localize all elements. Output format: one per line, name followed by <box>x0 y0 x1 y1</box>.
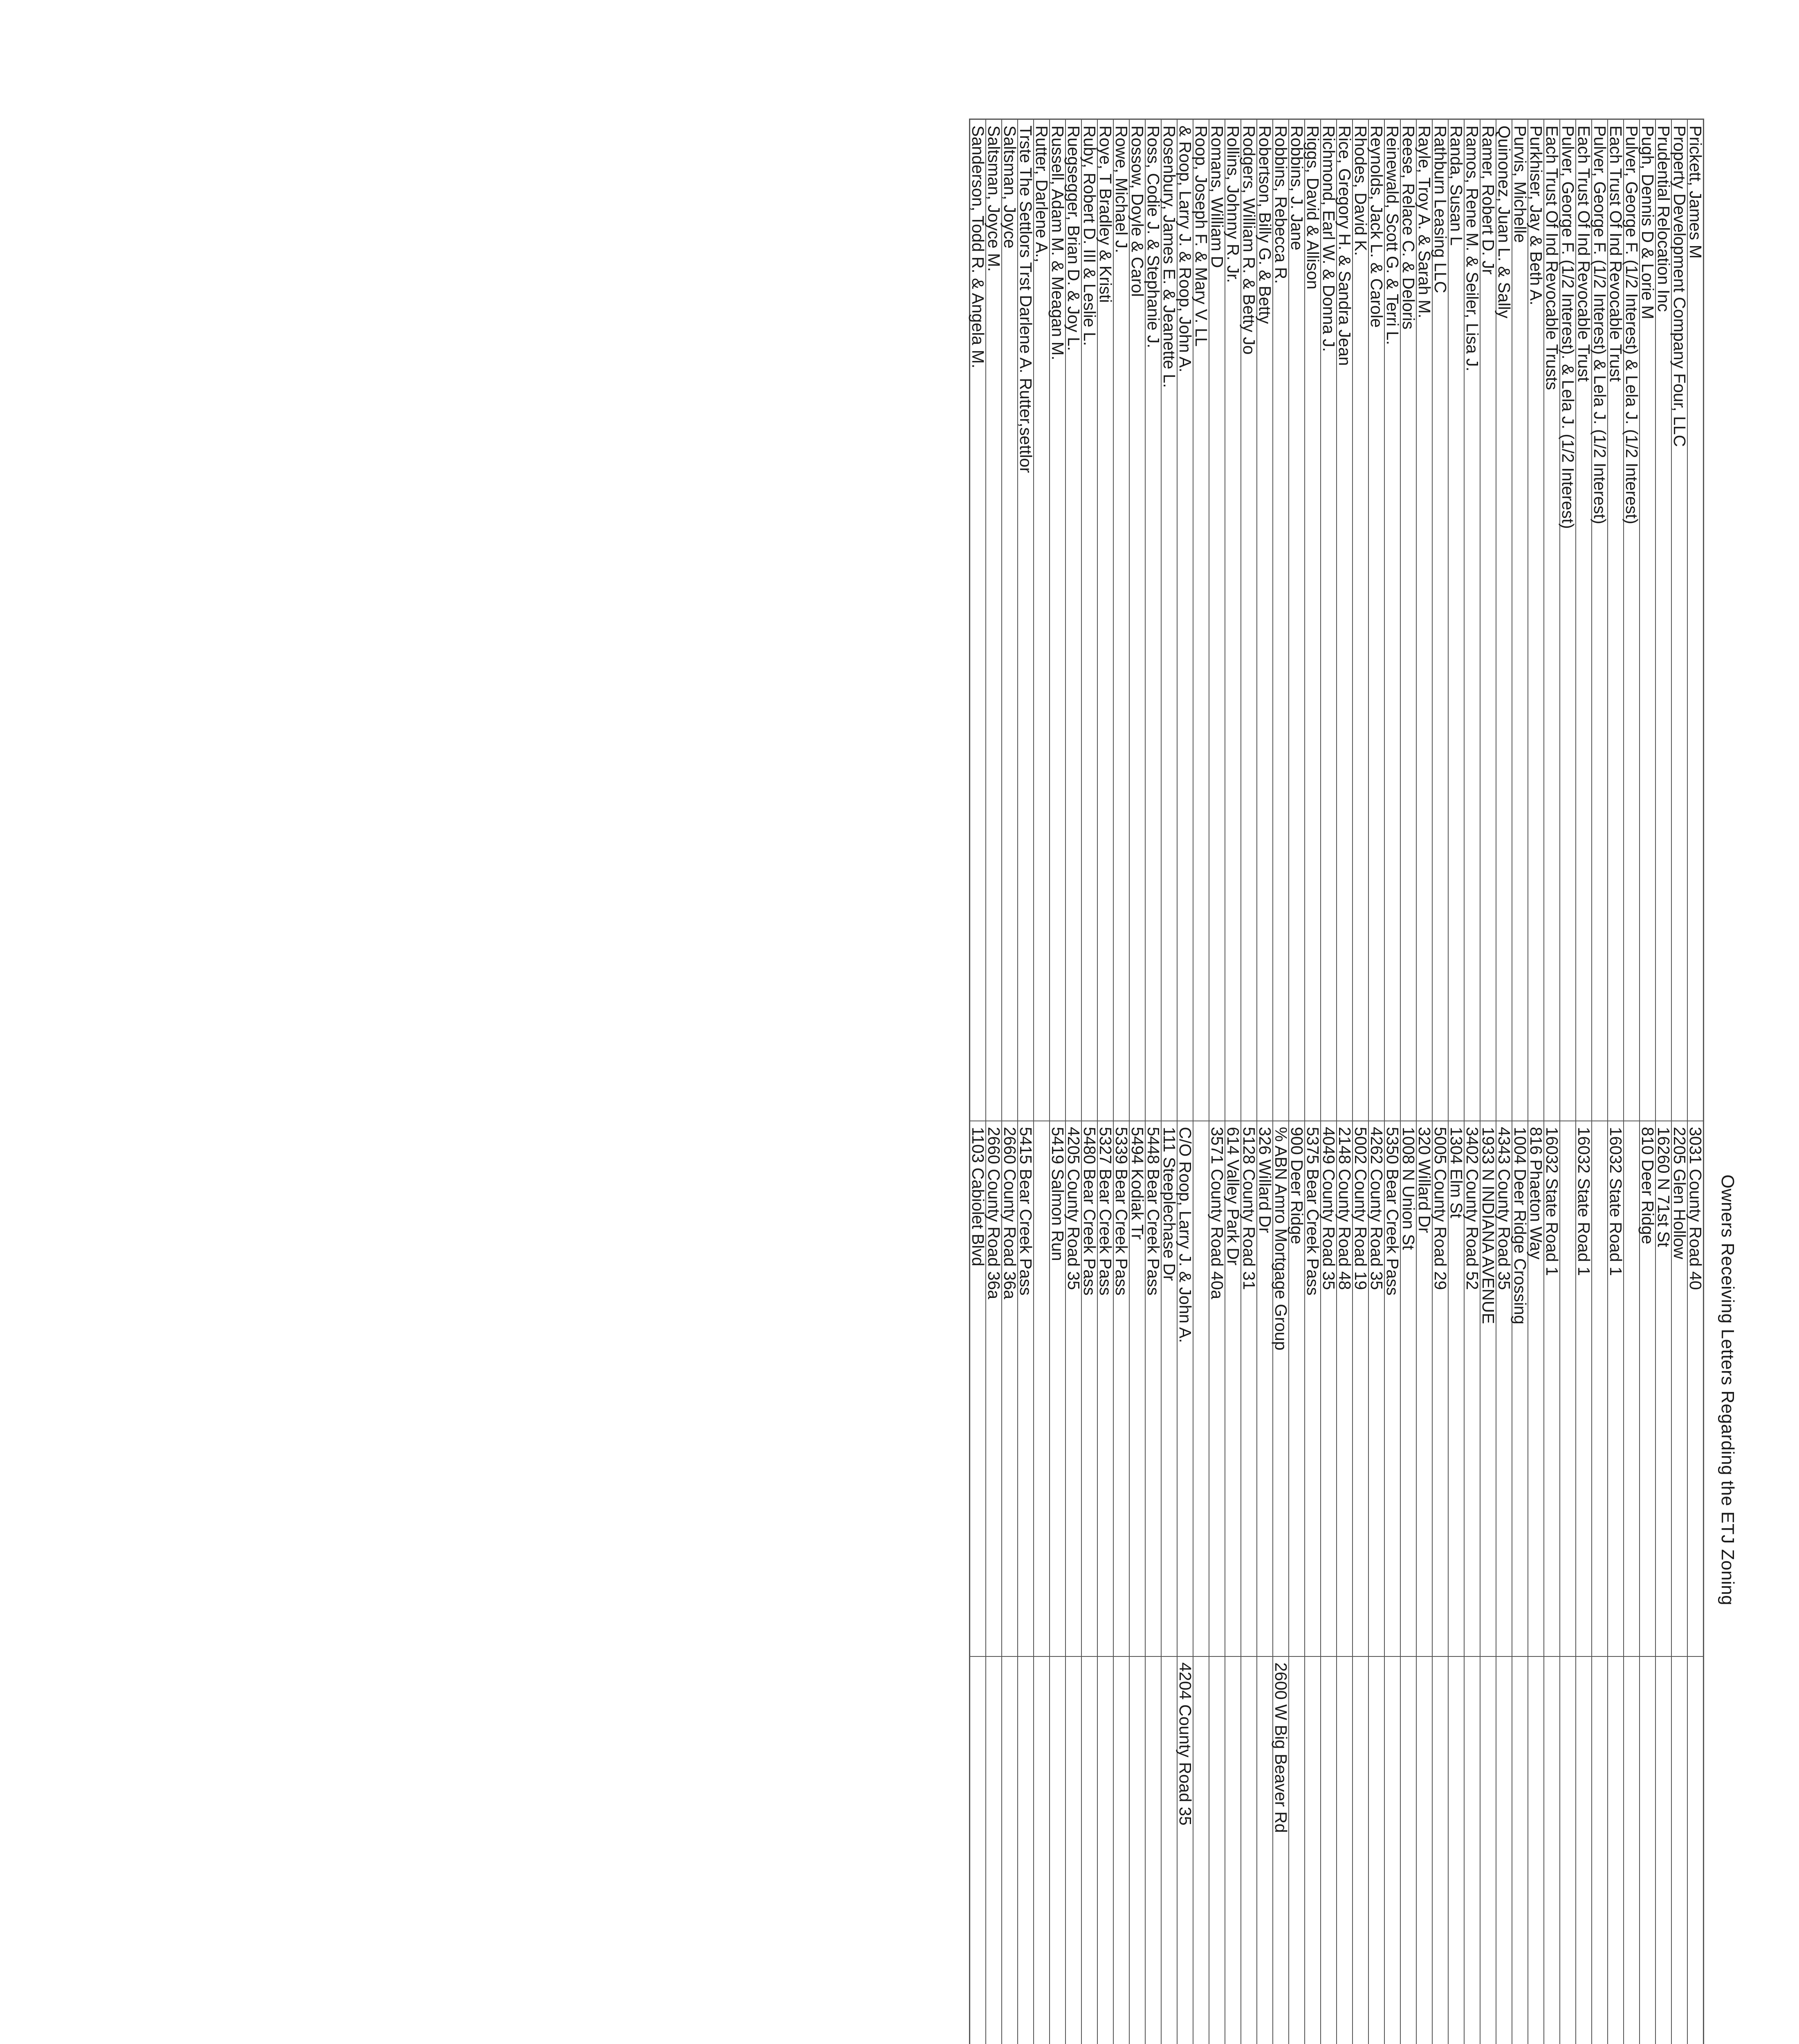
address-line2-cell: 4204 County Road 35 <box>1177 1656 1193 2044</box>
address-line2-cell <box>1496 1656 1512 2044</box>
address-line2-cell <box>1608 1656 1624 2044</box>
owner-name-cell: Pulver, George F. (1/2 Interest) & Lela J. (1/2 Interest) <box>1592 119 1608 1121</box>
address-cell: 5002 County Road 19 <box>1353 1121 1368 1656</box>
address-cell: 4343 County Road 35 <box>1496 1121 1512 1656</box>
owner-name-cell: Pulver, George F. (1/2 Interest). & Lela J. (1/2 Interest) <box>1560 119 1576 1121</box>
address-cell: 4205 County Road 35 <box>1065 1121 1081 1656</box>
owner-name-cell: Saltsman, Joyce M. <box>986 119 1002 1121</box>
table-row <box>1416 119 1432 2044</box>
table-row <box>1097 119 1113 2044</box>
address-cell: 1103 Cabiolet Blvd <box>970 1121 986 1656</box>
owner-name-cell: Each Trust Of Ind Revocable Trust <box>1608 119 1624 1121</box>
owner-name-cell: Rice, Gregory H. & Sandra Jean <box>1337 119 1353 1121</box>
address-line2-cell <box>1081 1656 1097 2044</box>
table-row <box>1113 119 1129 2044</box>
address-cell: 5415 Bear Creek Pass <box>1018 1121 1034 1656</box>
address-line2-cell <box>1480 1656 1496 2044</box>
owner-name-cell: Sanderson, Todd R. & Angela M. <box>970 119 986 1121</box>
address-cell: 5419 Salmon Run <box>1050 1121 1065 1656</box>
address-cell: 16260 N 71st St <box>1655 1121 1671 1656</box>
owner-name-cell: Robbins, Rebecca R. <box>1273 119 1289 1121</box>
table-row <box>1544 119 1560 2044</box>
owner-name-cell: Rollins, Johnny R. Jr. <box>1225 119 1241 1121</box>
address-cell: 5327 Bear Creek Pass <box>1097 1121 1113 1656</box>
table-row <box>1050 119 1065 2044</box>
owner-name-cell: Richmond, Earl W. & Donna J. <box>1321 119 1337 1121</box>
table-row <box>1448 119 1464 2044</box>
address-line2-cell <box>1018 1656 1034 2044</box>
address-cell: 2205 Glen Hollow <box>1671 1121 1687 1656</box>
address-cell: 326 Willard Dr <box>1257 1121 1273 1656</box>
address-cell: 614 Valley Park Dr <box>1225 1121 1241 1656</box>
table-row <box>1480 119 1496 2044</box>
address-cell: 5494 Kodiak Tr <box>1129 1121 1145 1656</box>
address-cell: 1933 N INDIANA AVENUE <box>1480 1121 1496 1656</box>
owner-name-cell: Pulver, George F. (1/2 Interest) & Lela J. (1/2 Interest) <box>1624 119 1640 1121</box>
table-row <box>1305 119 1321 2044</box>
table-row <box>1129 119 1145 2044</box>
table-row <box>1687 119 1704 2044</box>
address-cell: 16032 State Road 1 <box>1608 1121 1624 1656</box>
address-line2-cell: 2600 W Big Beaver Rd <box>1273 1656 1289 2044</box>
address-cell <box>1592 1121 1608 1656</box>
owner-name-cell: Rodgers, William R. & Betty Jo <box>1241 119 1257 1121</box>
address-line2-cell <box>1368 1656 1384 2044</box>
table-row <box>1177 119 1193 2044</box>
address-line2-cell <box>1544 1656 1560 2044</box>
table-row <box>1161 119 1177 2044</box>
address-line2-cell <box>1305 1656 1321 2044</box>
address-line2-cell <box>1129 1656 1145 2044</box>
address-cell: 2148 County Road 48 <box>1337 1121 1353 1656</box>
address-cell: C/O Roop, Larry J. & John A. <box>1177 1121 1193 1656</box>
owner-name-cell: Quinonez, Juan L. & Sally <box>1496 119 1512 1121</box>
owner-name-cell: Robertson, Billy G. & Betty <box>1257 119 1273 1121</box>
address-cell: 2660 County Road 36a <box>1002 1121 1018 1656</box>
owner-name-cell: Reinewald, Scott G. & Terri L. <box>1384 119 1400 1121</box>
address-line2-cell <box>1145 1656 1161 2044</box>
owner-name-cell: Robbins, J. Jane <box>1289 119 1305 1121</box>
address-cell: 810 Deer Ridge <box>1640 1121 1655 1656</box>
table-row <box>1209 119 1225 2044</box>
table-row <box>1034 119 1050 2044</box>
table-row <box>1464 119 1480 2044</box>
table-row <box>1225 119 1241 2044</box>
address-line2-cell <box>1432 1656 1448 2044</box>
address-cell <box>1034 1121 1050 1656</box>
address-line2-cell <box>1209 1656 1225 2044</box>
owner-name-cell: Saltsman, Joyce <box>1002 119 1018 1121</box>
address-line2-cell <box>1353 1656 1368 2044</box>
table-row <box>1241 119 1257 2044</box>
table-row <box>1353 119 1368 2044</box>
address-line2-cell <box>1097 1656 1113 2044</box>
owner-name-cell: Roop, Joseph F. & Mary V. LL <box>1193 119 1209 1121</box>
owner-name-cell: Prudential Relocation Inc <box>1655 119 1671 1121</box>
owner-name-cell: Rosenbury, James E. & Jeanette L. <box>1161 119 1177 1121</box>
owner-name-cell: Purkhiser, Jay & Beth A. <box>1528 119 1544 1121</box>
owner-name-cell: Property Development Company Four, LLC <box>1671 119 1687 1121</box>
address-line2-cell <box>986 1656 1002 2044</box>
address-line2-cell <box>1337 1656 1353 2044</box>
address-cell: 320 Willard Dr <box>1416 1121 1432 1656</box>
owner-name-cell: Prickett, James M <box>1687 119 1704 1121</box>
owner-name-cell: Rowe, Michael J. <box>1113 119 1129 1121</box>
owner-name-cell: Pugh, Dennis D & Lorie M <box>1640 119 1655 1121</box>
address-line2-cell <box>1321 1656 1337 2044</box>
address-line2-cell <box>1113 1656 1129 2044</box>
owner-name-cell: Ruegsegger, Brian D. & Joy L. <box>1065 119 1081 1121</box>
address-line2-cell <box>1528 1656 1544 2044</box>
owner-name-cell: Trste The Settlors Trst Darlene A. Rutter,settlor <box>1018 119 1034 1121</box>
table-row <box>1273 119 1289 2044</box>
address-cell: 5339 Bear Creek Pass <box>1113 1121 1129 1656</box>
address-cell: 3571 County Road 40a <box>1209 1121 1225 1656</box>
address-line2-cell <box>1225 1656 1241 2044</box>
owners-table <box>969 119 1704 2044</box>
table-row <box>1321 119 1337 2044</box>
address-cell: 1304 Elm St <box>1448 1121 1464 1656</box>
table-row <box>1289 119 1305 2044</box>
table-row <box>1640 119 1655 2044</box>
address-cell <box>1624 1121 1640 1656</box>
table-row <box>1384 119 1400 2044</box>
address-line2-cell <box>1257 1656 1273 2044</box>
address-cell: 16032 State Road 1 <box>1544 1121 1560 1656</box>
owner-name-cell: Ramer, Robert D. Jr <box>1480 119 1496 1121</box>
table-row <box>1671 119 1687 2044</box>
owner-name-cell: Purvis, Michelle <box>1512 119 1528 1121</box>
table-row <box>1337 119 1353 2044</box>
address-cell: 111 Steeplechase Dr <box>1161 1121 1177 1656</box>
address-line2-cell <box>1400 1656 1416 2044</box>
table-row <box>970 119 986 2044</box>
owner-name-cell: Russell, Adam M. & Meagan M. <box>1050 119 1065 1121</box>
address-cell: 16032 State Road 1 <box>1576 1121 1592 1656</box>
address-line2-cell <box>1193 1656 1209 2044</box>
address-cell: 3402 County Road 52 <box>1464 1121 1480 1656</box>
address-line2-cell <box>1289 1656 1305 2044</box>
table-row <box>1400 119 1416 2044</box>
owner-name-cell: Riggs, David & Allison <box>1305 119 1321 1121</box>
address-cell: 5448 Bear Creek Pass <box>1145 1121 1161 1656</box>
address-cell: % ABN Amro Mortgage Group <box>1273 1121 1289 1656</box>
owner-name-cell: Ruby, Robert D. III & Leslie L. <box>1081 119 1097 1121</box>
address-line2-cell <box>1065 1656 1081 2044</box>
owners-table-body <box>970 119 1704 2044</box>
table-row <box>986 119 1002 2044</box>
table-row <box>1528 119 1544 2044</box>
address-cell: 1004 Deer Ridge Crossing <box>1512 1121 1528 1656</box>
address-cell <box>1560 1121 1576 1656</box>
address-line2-cell <box>1576 1656 1592 2044</box>
address-cell: 816 Phaeton Way <box>1528 1121 1544 1656</box>
owner-name-cell: Roye, T Bradley & Kristi <box>1097 119 1113 1121</box>
table-row <box>1655 119 1671 2044</box>
table-row <box>1257 119 1273 2044</box>
address-line2-cell <box>970 1656 986 2044</box>
table-row <box>1592 119 1608 2044</box>
owner-name-cell: Each Trust Of Ind Revocable Trusts <box>1544 119 1560 1121</box>
owner-name-cell: Reese, Relace C. & Deloris <box>1400 119 1416 1121</box>
table-row <box>1145 119 1161 2044</box>
address-line2-cell <box>1560 1656 1576 2044</box>
address-line2-cell <box>1624 1656 1640 2044</box>
address-line2-cell <box>1384 1656 1400 2044</box>
address-cell: 4262 County Road 35 <box>1368 1121 1384 1656</box>
owner-name-cell: Ramos, Rene M. & Seiler, Lisa J. <box>1464 119 1480 1121</box>
table-row <box>1368 119 1384 2044</box>
address-cell: 5005 County Road 29 <box>1432 1121 1448 1656</box>
address-line2-cell <box>1002 1656 1018 2044</box>
address-line2-cell <box>1241 1656 1257 2044</box>
address-cell: 5350 Bear Creek Pass <box>1384 1121 1400 1656</box>
address-cell: 3031 County Road 40 <box>1687 1121 1704 1656</box>
address-cell: 2660 County Road 36a <box>986 1121 1002 1656</box>
owner-name-cell: Romans, William D <box>1209 119 1225 1121</box>
table-row <box>1081 119 1097 2044</box>
address-line2-cell <box>1464 1656 1480 2044</box>
table-row <box>1496 119 1512 2044</box>
address-line2-cell <box>1512 1656 1528 2044</box>
address-line2-cell <box>1655 1656 1671 2044</box>
table-row <box>1576 119 1592 2044</box>
address-line2-cell <box>1671 1656 1687 2044</box>
address-line2-cell <box>1050 1656 1065 2044</box>
table-row <box>1193 119 1209 2044</box>
table-row <box>1018 119 1034 2044</box>
table-row <box>1512 119 1528 2044</box>
owner-name-cell: Each Trust Of Ind Revocable Trust <box>1576 119 1592 1121</box>
address-cell: 5480 Bear Creek Pass <box>1081 1121 1097 1656</box>
owner-name-cell: & Roop, Larry J. & Roop, John A. <box>1177 119 1193 1121</box>
address-line2-cell <box>1448 1656 1464 2044</box>
owner-name-cell: Reynolds, Jack L. & Carole <box>1368 119 1384 1121</box>
address-line2-cell <box>1687 1656 1704 2044</box>
owner-name-cell: Rayle, Troy A. & Sarah M. <box>1416 119 1432 1121</box>
address-line2-cell <box>1161 1656 1177 2044</box>
address-cell: 5375 Bear Creek Pass <box>1305 1121 1321 1656</box>
address-line2-cell <box>1640 1656 1655 2044</box>
table-row <box>1624 119 1640 2044</box>
owner-name-cell: Rathburn Leasing LLC <box>1432 119 1448 1121</box>
address-line2-cell <box>1416 1656 1432 2044</box>
table-row <box>1065 119 1081 2044</box>
owner-name-cell: Rossow, Doyle & Carol <box>1129 119 1145 1121</box>
address-line2-cell <box>1592 1656 1608 2044</box>
table-row <box>1608 119 1624 2044</box>
owner-name-cell: Ross, Codie J. & Stephanie J. <box>1145 119 1161 1121</box>
page-title: Owners Receiving Letters Regarding the ETJ Zoning <box>1718 1174 1738 1606</box>
table-row <box>1002 119 1018 2044</box>
address-cell: 5128 County Road 31 <box>1241 1121 1257 1656</box>
address-cell <box>1193 1121 1209 1656</box>
address-line2-cell <box>1034 1656 1050 2044</box>
address-cell: 900 Deer Ridge <box>1289 1121 1305 1656</box>
owner-name-cell: Randa, Susan L <box>1448 119 1464 1121</box>
owner-name-cell: Rutter, Darlene A., <box>1034 119 1050 1121</box>
table-row <box>1560 119 1576 2044</box>
table-row <box>1432 119 1448 2044</box>
address-cell: 4049 County Road 35 <box>1321 1121 1337 1656</box>
owner-name-cell: Rhodes, David K. <box>1353 119 1368 1121</box>
address-cell: 1008 N Union St <box>1400 1121 1416 1656</box>
